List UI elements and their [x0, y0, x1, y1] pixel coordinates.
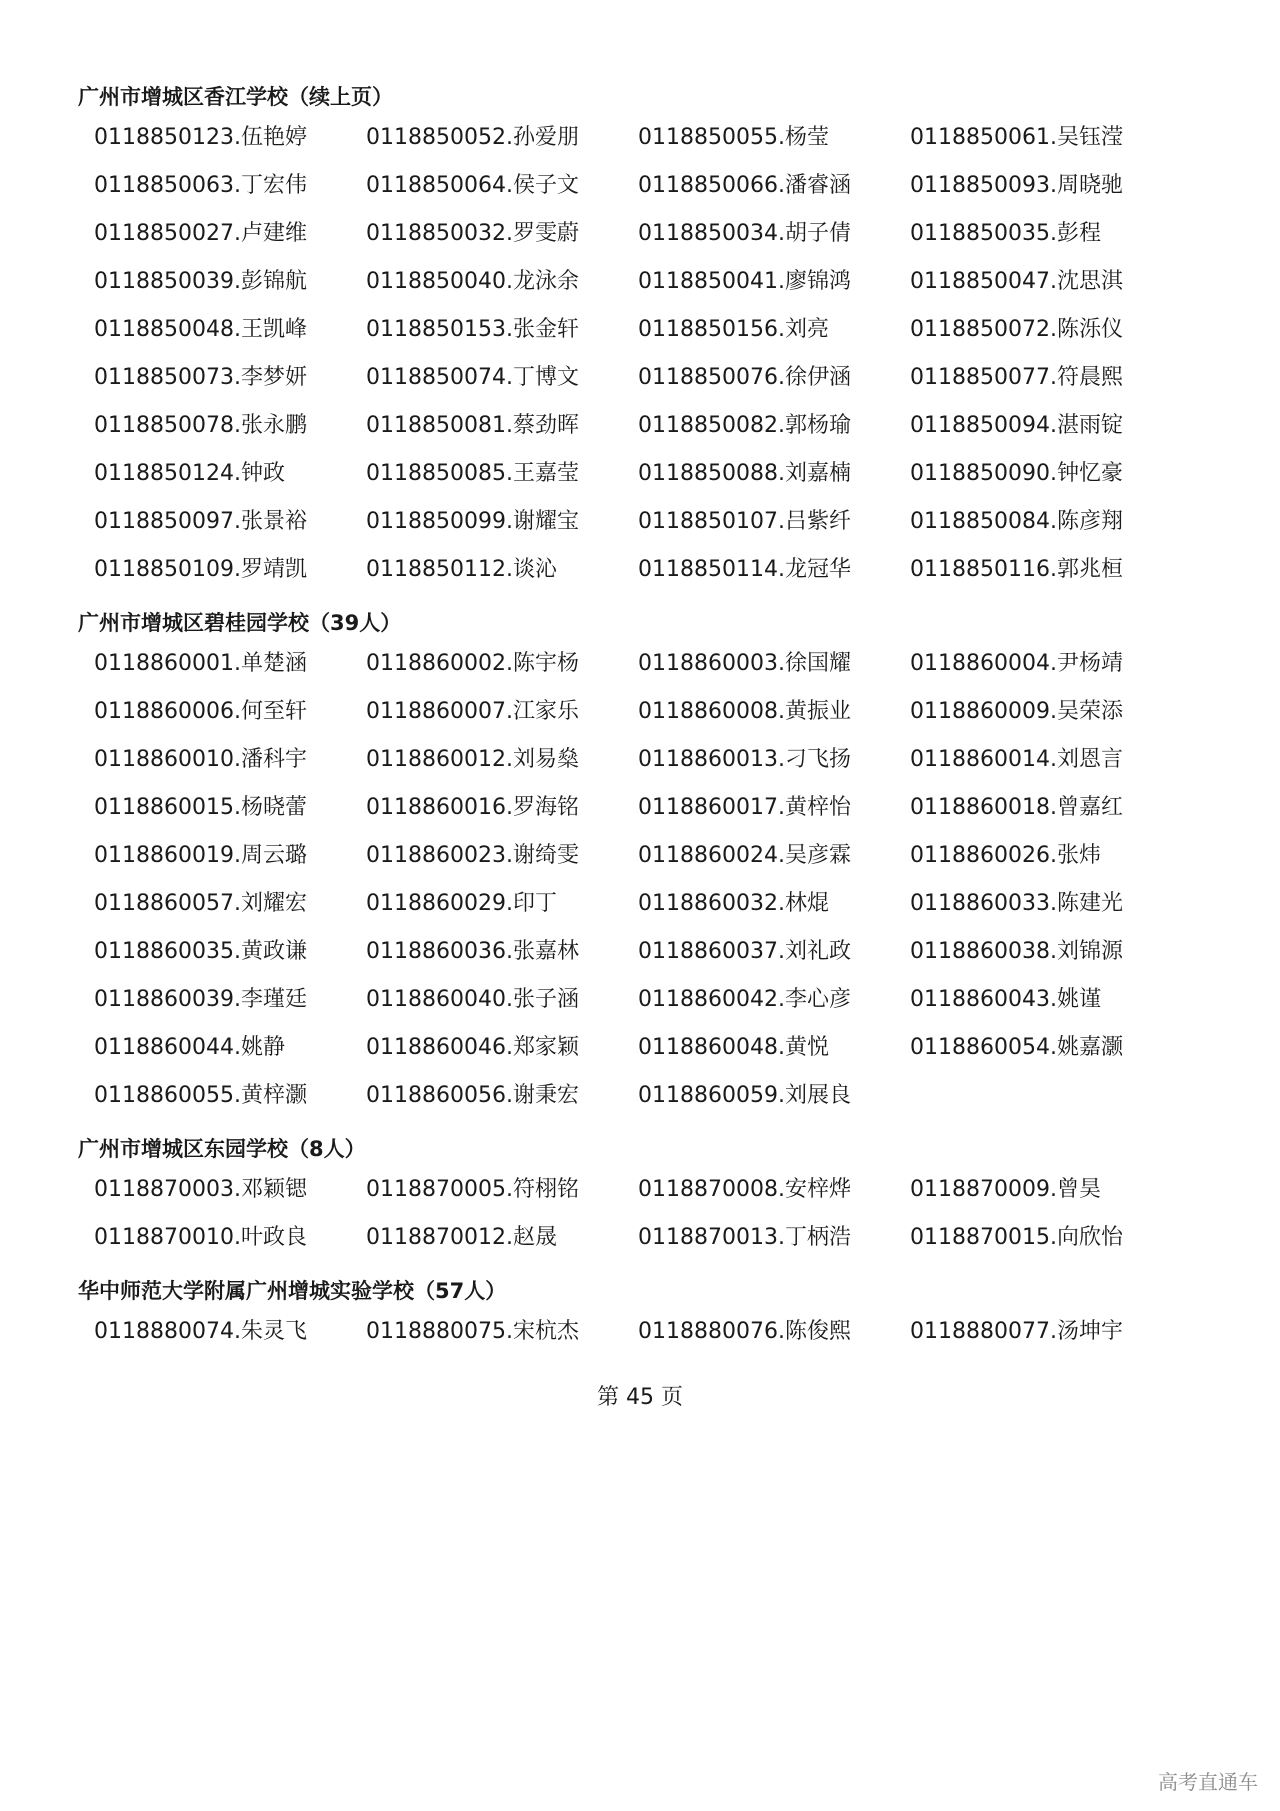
section-title: 广州市增城区东园学校（8人）	[78, 1137, 366, 1161]
student-entry: 0118860006.何至轩	[94, 699, 307, 724]
student-entry: 0118850034.胡子倩	[638, 221, 851, 246]
student-entry: 0118860046.郑家颖	[366, 1035, 579, 1060]
student-entry: 0118860029.印丁	[366, 891, 557, 916]
student-list	[78, 114, 1218, 594]
student-entry: 0118860023.谢绮雯	[366, 843, 579, 868]
student-entry: 0118860056.谢秉宏	[366, 1083, 579, 1108]
student-entry: 0118860036.张嘉林	[366, 939, 579, 964]
student-entry: 0118860026.张炜	[910, 843, 1101, 868]
student-entry: 0118860007.江家乐	[366, 699, 579, 724]
student-list	[78, 640, 1218, 1120]
student-entry: 0118860019.周云璐	[94, 843, 307, 868]
student-entry: 0118850073.李梦妍	[94, 365, 307, 390]
student-entry: 0118850027.卢建维	[94, 221, 307, 246]
student-entry: 0118850084.陈彦翔	[910, 509, 1123, 534]
student-entry: 0118860054.姚嘉灏	[910, 1035, 1123, 1060]
student-entry: 0118850123.伍艳婷	[94, 125, 307, 150]
student-entry: 0118860055.黄梓灏	[94, 1083, 307, 1108]
student-entry: 0118850097.张景裕	[94, 509, 307, 534]
student-entry: 0118860018.曾嘉红	[910, 795, 1123, 820]
student-entry: 0118850040.龙泳余	[366, 269, 579, 294]
student-entry: 0118870012.赵晟	[366, 1225, 557, 1250]
student-entry: 0118860042.李心彦	[638, 987, 851, 1012]
student-list	[78, 1308, 1218, 1356]
student-entry: 0118850066.潘睿涵	[638, 173, 851, 198]
student-entry: 0118860001.单楚涵	[94, 651, 307, 676]
student-entry: 0118870013.丁柄浩	[638, 1225, 851, 1250]
student-entry: 0118850081.蔡劲晖	[366, 413, 579, 438]
page-number: 第 45 页	[597, 1385, 683, 1410]
student-entry: 0118870003.邓颖锶	[94, 1177, 307, 1202]
document-body	[78, 80, 1218, 1368]
student-entry: 0118860014.刘恩言	[910, 747, 1123, 772]
student-entry: 0118850114.龙冠华	[638, 557, 851, 582]
student-entry: 0118860037.刘礼政	[638, 939, 851, 964]
student-entry: 0118870015.向欣怡	[910, 1225, 1123, 1250]
student-entry: 0118850064.侯子文	[366, 173, 579, 198]
student-entry: 0118850156.刘亮	[638, 317, 829, 342]
watermark: 高考直通车	[1158, 1770, 1258, 1794]
student-entry: 0118870009.曾昊	[910, 1177, 1101, 1202]
student-entry: 0118850124.钟政	[94, 461, 285, 486]
student-entry: 0118860009.吴荣添	[910, 699, 1123, 724]
student-entry: 0118860015.杨晓蕾	[94, 795, 307, 820]
student-entry: 0118850047.沈思淇	[910, 269, 1123, 294]
student-entry: 0118850107.吕紫纤	[638, 509, 851, 534]
student-entry: 0118860039.李瑾廷	[94, 987, 307, 1012]
student-entry: 0118850035.彭程	[910, 221, 1101, 246]
student-entry: 0118860032.林焜	[638, 891, 829, 916]
student-entry: 0118850041.廖锦鸿	[638, 269, 851, 294]
student-entry: 0118860017.黄梓怡	[638, 795, 851, 820]
student-list	[78, 1166, 1218, 1262]
section-title: 华中师范大学附属广州增城实验学校（57人）	[78, 1279, 507, 1303]
student-entry: 0118850039.彭锦航	[94, 269, 307, 294]
student-entry: 0118850093.周晓驰	[910, 173, 1123, 198]
student-entry: 0118860038.刘锦源	[910, 939, 1123, 964]
student-entry: 0118850055.杨莹	[638, 125, 829, 150]
student-entry: 0118860059.刘展良	[638, 1083, 851, 1108]
student-entry: 0118870005.符栩铭	[366, 1177, 579, 1202]
student-entry: 0118860013.刁飞扬	[638, 747, 851, 772]
student-entry: 0118860016.罗海铭	[366, 795, 579, 820]
student-entry: 0118860012.刘易燊	[366, 747, 579, 772]
school-section	[78, 1132, 1218, 1262]
student-entry: 0118850088.刘嘉楠	[638, 461, 851, 486]
student-entry: 0118850072.陈泺仪	[910, 317, 1123, 342]
student-entry: 0118880075.宋杭杰	[366, 1319, 579, 1344]
student-entry: 0118850109.罗靖凯	[94, 557, 307, 582]
student-entry: 0118860057.刘耀宏	[94, 891, 307, 916]
student-entry: 0118860033.陈建光	[910, 891, 1123, 916]
student-entry: 0118850082.郭杨瑜	[638, 413, 851, 438]
student-entry: 0118850116.郭兆桓	[910, 557, 1123, 582]
student-entry: 0118880076.陈俊熙	[638, 1319, 851, 1344]
student-entry: 0118860024.吴彦霖	[638, 843, 851, 868]
student-entry: 0118850153.张金轩	[366, 317, 579, 342]
student-entry: 0118860035.黄政谦	[94, 939, 307, 964]
student-entry: 0118850032.罗雯蔚	[366, 221, 579, 246]
student-entry: 0118860010.潘科宇	[94, 747, 307, 772]
student-entry: 0118860003.徐国耀	[638, 651, 851, 676]
student-entry: 0118850112.谈沁	[366, 557, 557, 582]
student-entry: 0118850052.孙爱朋	[366, 125, 579, 150]
student-entry: 0118860008.黄振业	[638, 699, 851, 724]
student-entry: 0118860004.尹杨靖	[910, 651, 1123, 676]
student-entry: 0118880074.朱灵飞	[94, 1319, 307, 1344]
school-section	[78, 80, 1218, 594]
student-entry: 0118850090.钟忆豪	[910, 461, 1123, 486]
school-section	[78, 606, 1218, 1120]
student-entry: 0118860040.张子涵	[366, 987, 579, 1012]
student-entry: 0118870008.安梓烨	[638, 1177, 851, 1202]
student-entry: 0118850077.符晨熙	[910, 365, 1123, 390]
student-entry: 0118880077.汤坤宇	[910, 1319, 1123, 1344]
student-entry: 0118850076.徐伊涵	[638, 365, 851, 390]
student-entry: 0118850048.王凯峰	[94, 317, 307, 342]
student-entry: 0118860048.黄悦	[638, 1035, 829, 1060]
section-title: 广州市增城区香江学校（续上页）	[78, 85, 393, 109]
student-entry: 0118850063.丁宏伟	[94, 173, 307, 198]
student-entry: 0118850061.吴钰滢	[910, 125, 1123, 150]
student-entry: 0118850099.谢耀宝	[366, 509, 579, 534]
student-entry: 0118850078.张永鹏	[94, 413, 307, 438]
student-entry: 0118850085.王嘉莹	[366, 461, 579, 486]
student-entry: 0118860043.姚谨	[910, 987, 1101, 1012]
student-entry: 0118850074.丁博文	[366, 365, 579, 390]
student-entry: 0118860044.姚静	[94, 1035, 285, 1060]
student-entry: 0118860002.陈宇杨	[366, 651, 579, 676]
section-title: 广州市增城区碧桂园学校（39人）	[78, 611, 402, 635]
school-section	[78, 1274, 1218, 1356]
student-entry: 0118850094.湛雨锭	[910, 413, 1123, 438]
student-entry: 0118870010.叶政良	[94, 1225, 307, 1250]
